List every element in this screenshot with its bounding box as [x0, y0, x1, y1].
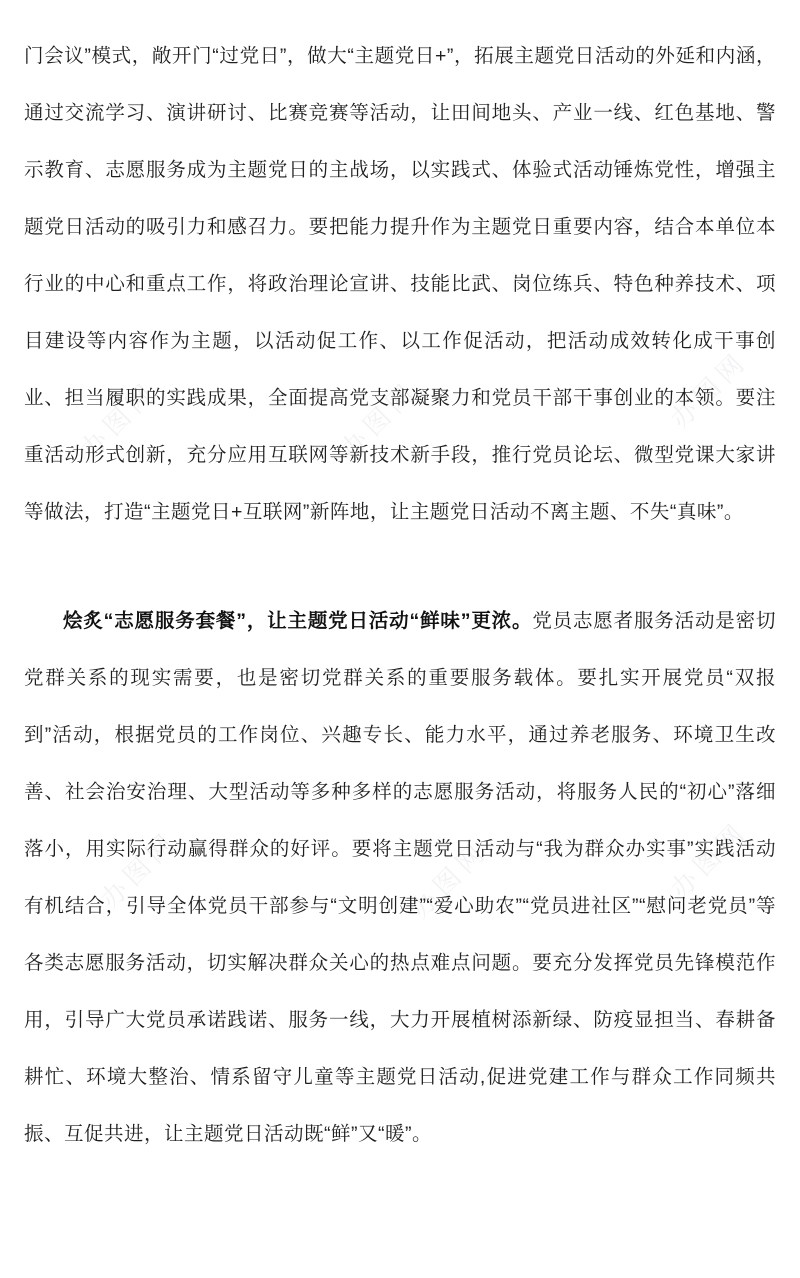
watermark-text: 办图网	[94, 825, 184, 915]
watermark-text: 办图网	[74, 375, 164, 465]
paragraph-2	[24, 593, 776, 1163]
paragraph-1	[24, 28, 776, 541]
watermark-text: 办图网	[404, 835, 494, 925]
paragraph-1-text: 门会议”模式，敞开门“过党日”，做大“主题党日+”，拓展主题党日活动的外延和内涵，通过交流学习、演讲研讨、比赛竞赛等活动，让田间地头、产业一线、红色基地、警示教育、志愿服务成为主题党日的主战场，以实践式、体验式活动锤炼党性，增强主题党日活动的吸引力和感召力。要把能力提升作为主题党日重要内容，结合本单位本行业的中心和重点工作，将政治理论宣讲、技能比武、岗位练兵、特色种养技术、项目建设等内容作为主题，以活动促工作、以工作促活动，把活动成效转化成干事创业、担当履职的实践成果，全面提高党支部凝聚力和党员干部干事创业的本领。要注重活动形式创新，充分应用互联网等新技术新手段，推行党员论坛、微型党课大家讲等做法，打造“主题党日+互联网”新阵地，让主题党日活动不离主题、不失“真味”。	[24, 45, 776, 523]
watermark-text: 办图网	[664, 815, 754, 905]
document-body	[24, 28, 776, 1163]
paragraph-2-lead-bold: 烩炙“志愿服务套餐”，让主题党日活动“鲜味”更浓。	[63, 610, 533, 632]
watermark-text: 办图网	[334, 375, 424, 465]
watermark-text: 办图网	[664, 345, 754, 435]
paragraph-2-text: 党员志愿者服务活动是密切党群关系的现实需要，也是密切党群关系的重要服务载体。要扎实开展党员“双报到”活动，根据党员的工作岗位、兴趣专长、能力水平，通过养老服务、环境卫生改善、社会治安治理、大型活动等多种多样的志愿服务活动，将服务人民的“初心”落细落小，用实际行动赢得群众的好评。要将主题党日活动与“我为群众办实事”实践活动有机结合，引导全体党员干部参与“文明创建”“爱心助农”“党员进社区”“慰问老党员”等各类志愿服务活动，切实解决群众关心的热点难点问题。要充分发挥党员先锋模范作用，引导广大党员承诺践诺、服务一线，大力开展植树添新绿、防疫显担当、春耕备耕忙、环境大整治、情系留守儿童等主题党日活动,促进党建工作与群众工作同频共振、互促共进，让主题党日活动既“鲜”又“暖”。	[24, 610, 776, 1145]
